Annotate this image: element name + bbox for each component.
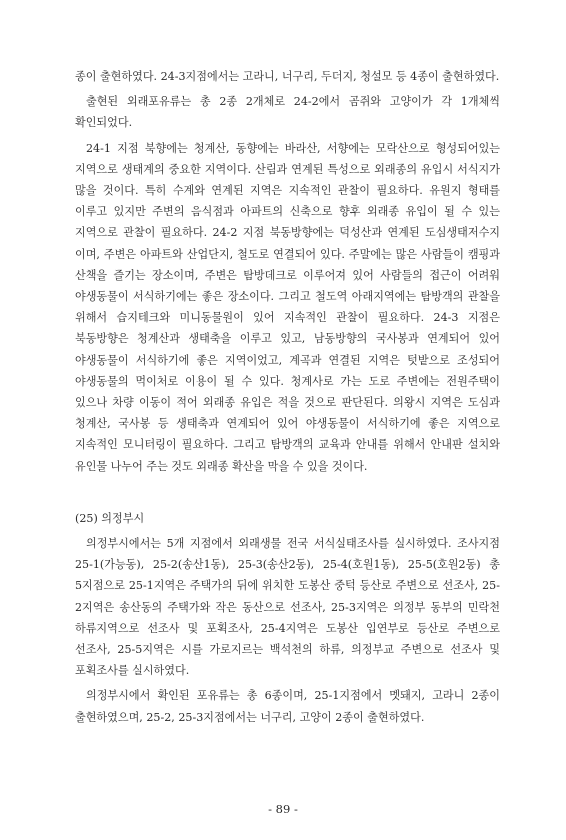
paragraph-site-analysis: 24-1 지점 북향에는 청계산, 동향에는 바라산, 서향에는 모락산으로 형성되어있는 지역으로 생태계의 중요한 지역이다. 산림과 연계된 특성으로 외래종의 유입시 서식지가 많을 것이다. 특히 수계와 연계된 지역은 지속적인 관찰이 필요하다. 유원지 형태를 이루고 있지만 주변의 음식점과 아파트의 신축으로 향후 외래종 유입이 될 수 있는 지역으로 관찰이 필요하다. 24-2 지점 북동방향에는 덕성산과 연계된 도심생태저수지 이며, 주변은 아파트와 산업단지, 철도로 연결되어 있다. 주말에는 많은 사람들이 캠핑과 산책을 즐기는 장소이며, 주변은 탐방데크로 이루어져 있어 사람들의 접근이 어려워 야생동물이 서식하기에는 좋은 장소이다. 그리고 철도역 아래지역에는 탐방객의 관찰을 위해서 습지테크와 미니동물원이 있어 지속적인 관찰이 필요하다. 24-3 지점은 북동방향은 청계산과 생태축을 이루고 있고, 남동방향의 국사봉과 연계되어 있어 야생동물이 서식하기에 좋은 지역이었고, 계곡과 연결된 지역은 텃밭으로 조성되어 야생동물의 먹이처로 이용이 될 수 있다. 청계사로 가는 도로 주변에는 전원주택이 있으나 차량 이동이 적어 외래종 유입은 적을 것으로 판단된다. 의왕시 지역은 도심과 청계산, 국사봉 등 생태축과 연계되어 있어 야생동물이 서식하기에 좋은 지역으로 지속적인 모니터링이 필요하다. 그리고 탐방객의 교육과 안내를 위해서 안내판 설치와 유인물 나누어 주는 것도 외래종 확산을 막을 수 있을 것이다. <box>75 141 500 473</box>
page-number: - 89 - <box>268 802 298 816</box>
paragraph-exotic-mammals: 출현된 외래포유류는 총 2종 2개체로 24-2에서 곰쥐와 고양이가 각 1개체씩 확인되었다. <box>75 95 500 130</box>
document-body <box>75 66 500 728</box>
paragraph-uijeongbu-mammals: 의정부시에서 확인된 포유류는 총 6종이며, 25-1지점에서 멧돼지, 고라니 2종이 출현하였으며, 25-2, 25-3지점에서는 너구리, 고양이 2종이 출현하였다. <box>75 689 500 724</box>
paragraph-24-3-result: 종이 출현하였다. 24-3지점에서는 고라니, 너구리, 두더지, 청설모 등 4종이 출현하였다. <box>75 70 500 83</box>
paragraph-uijeongbu-survey: 의정부시에서는 5개 지점에서 외래생물 전국 서식실태조사를 실시하였다. 조사지점 25-1(가능동), 25-2(송산1동), 25-3(송산2동), 25-4(호원1동), 25-5(호원2동) 총 5지점으로 25-1지역은 주택가의 뒤에 위치한 도봉산 중턱 등산로 주변으로 선조사, 25-2지역은 송산동의 주택가와 작은 동산으로 선조사, 25-3지역은 의정부 동부의 민락천 하류지역으로 선조사 및 포획조사, 25-4지역은 도봉산 입연부로 등산로 주변으로 선조사, 25-5지역은 시를 가로지르는 백석천의 하류, 의정부교 주변으로 선조사 및 포획조사를 실시하였다. <box>75 537 500 678</box>
section-heading-uijeongbu: (25) 의정부시 <box>75 511 145 525</box>
